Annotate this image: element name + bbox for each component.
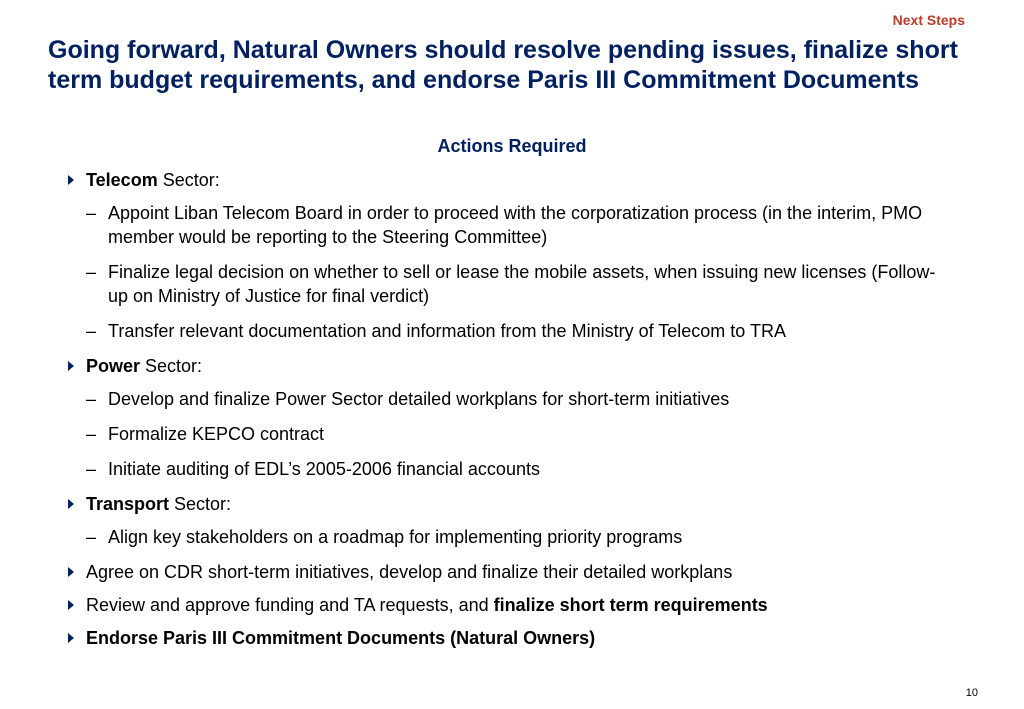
- bullet-telecom: [66, 168, 966, 192]
- funding-bold-text: finalize short term requirements: [493, 595, 768, 615]
- cdr-text: Agree on CDR short-term initiatives, develop and finalize their detailed workplans: [86, 562, 733, 582]
- dash-icon: –: [86, 321, 97, 341]
- sub-item-text: Initiate auditing of EDL’s 2005-2006 financial accounts: [108, 459, 540, 479]
- sub-item: [66, 387, 938, 411]
- section-tag: Next Steps: [892, 12, 965, 28]
- dash-icon: –: [86, 424, 97, 444]
- dash-icon: –: [86, 203, 97, 223]
- slide-title: Going forward, Natural Owners should resolve pending issues, finalize short term budget requirements, and endorse Paris III Commitment Documents: [48, 36, 958, 94]
- transport-sector-text: Sector:: [169, 494, 232, 514]
- dash-icon: –: [86, 459, 97, 479]
- sub-item: [66, 422, 938, 446]
- sub-item-text: Develop and finalize Power Sector detailed workplans for short-term initiatives: [108, 389, 730, 409]
- actions-list: [66, 168, 966, 659]
- bullet-funding: [66, 593, 966, 617]
- sub-item-text: Formalize KEPCO contract: [108, 424, 325, 444]
- sub-item-text: Finalize legal decision on whether to sell or lease the mobile assets, when issuing new licenses (Follow-up on Ministry of Justice for final verdict): [108, 262, 936, 306]
- bullet-arrow-icon: [68, 175, 74, 185]
- transport-label: Transport: [86, 494, 170, 514]
- sub-item: [66, 525, 938, 549]
- sub-item: [66, 260, 938, 308]
- power-label: Power: [86, 356, 141, 376]
- dash-icon: –: [86, 527, 97, 547]
- bullet-arrow-icon: [68, 499, 74, 509]
- dash-icon: –: [86, 262, 97, 282]
- telecom-sector-text: Sector:: [157, 170, 220, 190]
- power-sector-text: Sector:: [140, 356, 203, 376]
- sub-item: [66, 319, 938, 343]
- endorse-text: Endorse Paris III Commitment Documents (Natural Owners): [86, 628, 596, 648]
- bullet-arrow-icon: [68, 567, 74, 577]
- actions-required-heading: Actions Required: [437, 136, 587, 156]
- bullet-arrow-icon: [68, 361, 74, 371]
- sub-item-text: Align key stakeholders on a roadmap for implementing priority programs: [108, 527, 683, 547]
- sub-item-text: Appoint Liban Telecom Board in order to proceed with the corporatization process (in the interim, PMO member would be reporting to the Steering Committee): [108, 203, 923, 247]
- bullet-cdr: [66, 560, 966, 584]
- telecom-label: Telecom: [86, 170, 158, 190]
- bullet-power: [66, 354, 966, 378]
- funding-text: Review and approve funding and TA requests, and: [86, 595, 494, 615]
- bullet-endorse: [66, 626, 966, 650]
- bullet-arrow-icon: [68, 633, 74, 643]
- sub-item-text: Transfer relevant documentation and information from the Ministry of Telecom to TRA: [108, 321, 786, 341]
- bullet-transport: [66, 492, 966, 516]
- sub-item: [66, 457, 938, 481]
- page-number: 10: [965, 687, 978, 699]
- dash-icon: –: [86, 389, 97, 409]
- sub-item: [66, 201, 938, 249]
- bullet-arrow-icon: [68, 600, 74, 610]
